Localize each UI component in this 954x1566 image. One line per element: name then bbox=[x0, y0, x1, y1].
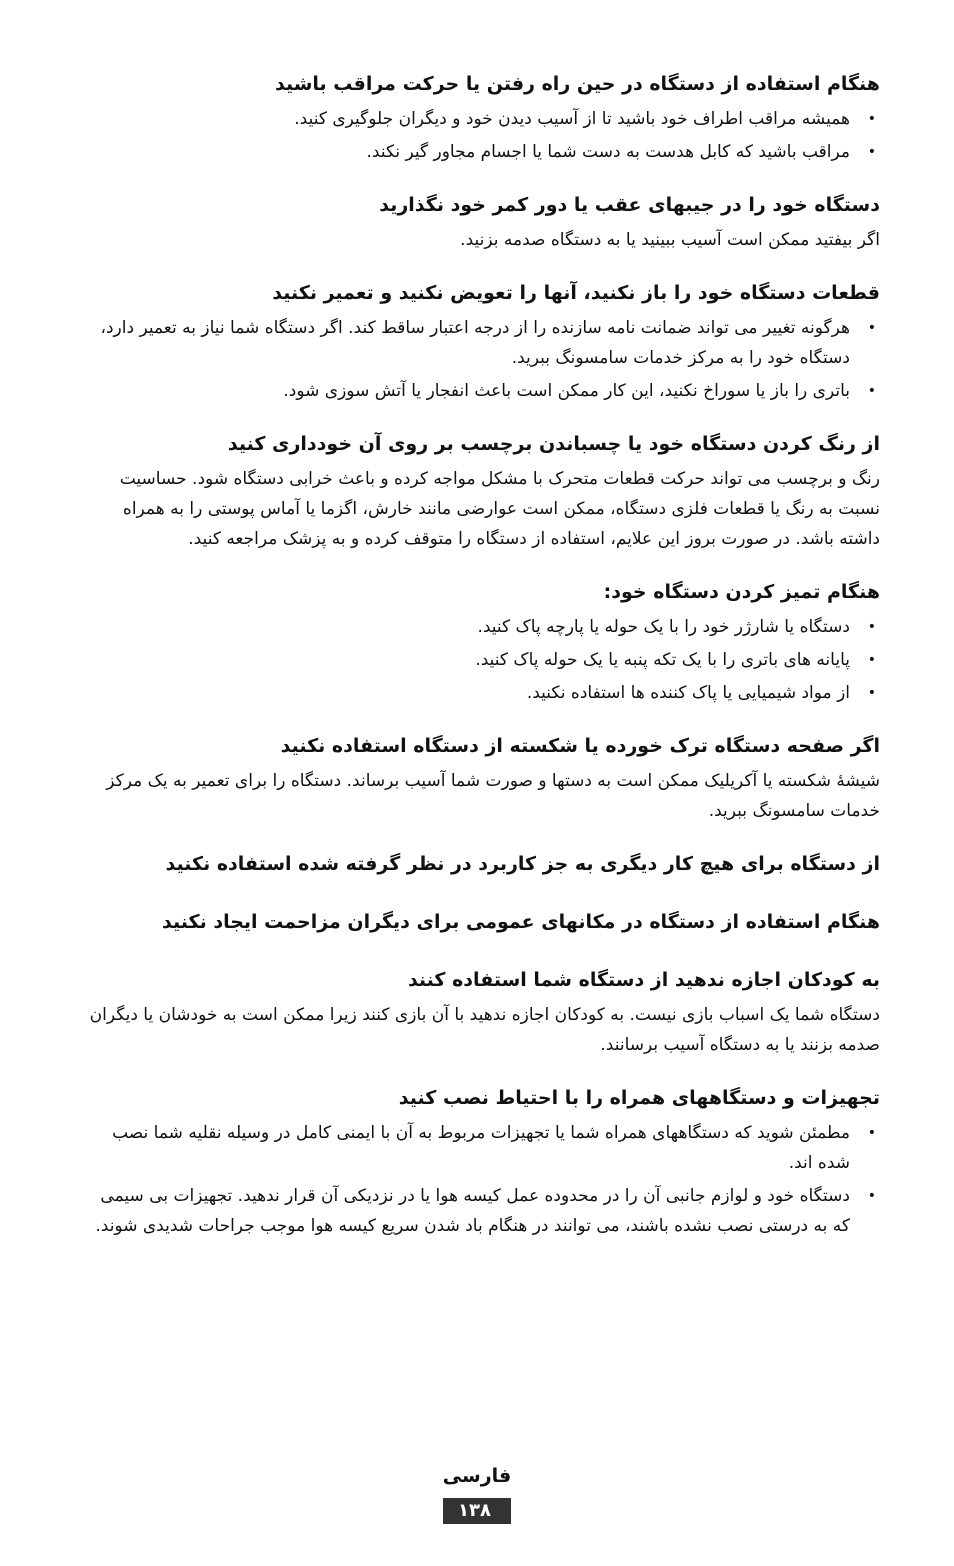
list-item: • مراقب باشید که کابل هدست به دست شما یا اجسام مجاور گیر نکند. bbox=[78, 137, 880, 167]
section-paragraph: رنگ و برچسب می تواند حرکت قطعات متحرک با مشکل مواجه کرده و باعث خرابی دستگاه شود. حساسیت نسبت به رنگ یا قطعات فلزی دستگاه، ممکن است عوارضی مانند خارش، اگزما یا آماس پوستی را به همراه داشته باشد. در صورت بروز این علایم، استفاده از دستگاه را متوقف کرده و به پزشک مراجعه کنید. bbox=[119, 469, 880, 549]
section-walking bbox=[78, 70, 880, 167]
bullet-icon: • bbox=[867, 619, 876, 635]
section-heading: از دستگاه برای هیچ کار دیگری به جز کاربرد در نظر گرفته شده استفاده نکنید bbox=[165, 853, 880, 875]
section-heading: دستگاه خود را در جیبهای عقب یا دور کمر خود نگذارید bbox=[379, 194, 880, 216]
page-number: ۱۳۸ bbox=[443, 1498, 511, 1524]
section-heading: اگر صفحه دستگاه ترک خورده یا شکسته از دستگاه استفاده نکنید bbox=[280, 735, 880, 757]
section-mobile-equipment bbox=[78, 1084, 880, 1241]
footer-language: فارسی bbox=[442, 1465, 512, 1487]
section-heading: از رنگ کردن دستگاه خود یا چسباندن برچسب بر روی آن خودداری کنید bbox=[227, 433, 880, 455]
bullet-icon: • bbox=[867, 144, 876, 160]
list-item: • همیشه مراقب اطراف خود باشید تا از آسیب دیدن خود و دیگران جلوگیری کنید. bbox=[78, 104, 880, 134]
section-paragraph: اگر بیفتید ممکن است آسیب ببینید یا به دستگاه صدمه بزنید. bbox=[460, 230, 880, 250]
section-disassembly bbox=[78, 279, 880, 406]
section-painting bbox=[78, 430, 880, 554]
section-heading: هنگام استفاده از دستگاه در حین راه رفتن یا حرکت مراقب باشید bbox=[275, 73, 880, 95]
section-paragraph: شیشهٔ شکسته یا آکریلیک ممکن است به دستها و صورت شما آسیب برساند. دستگاه را برای تعمیر به یک مرکز خدمات سامسونگ ببرید. bbox=[106, 771, 880, 821]
list-item: • از مواد شیمیایی یا پاک کننده ها استفاده نکنید. bbox=[78, 678, 880, 708]
section-public-places bbox=[78, 908, 880, 936]
bullet-icon: • bbox=[867, 320, 876, 336]
list-item: • باتری را باز یا سوراخ نکنید، این کار ممکن است باعث انفجار یا آتش سوزی شود. bbox=[78, 376, 880, 406]
list-item: • پایانه های باتری را با یک تکه پنبه یا یک حوله پاک کنید. bbox=[78, 645, 880, 675]
section-cleaning bbox=[78, 578, 880, 708]
bullet-list bbox=[78, 104, 880, 167]
section-children bbox=[78, 966, 880, 1060]
bullet-icon: • bbox=[867, 1188, 876, 1204]
list-item: • دستگاه یا شارژر خود را با یک حوله یا پارچه پاک کنید. bbox=[78, 612, 880, 642]
list-item: • دستگاه خود و لوازم جانبی آن را در محدوده عمل کیسه هوا یا در نزدیکی آن قرار ندهید. تجهیزات بی سیمی که به درستی نصب نشده باشند، می توانند در هنگام باد شدن سریع کیسه هوا موجب جراحات شدیدی شوند. bbox=[78, 1181, 880, 1241]
bullet-list bbox=[78, 612, 880, 708]
section-pockets bbox=[78, 191, 880, 255]
bullet-list bbox=[78, 1118, 880, 1241]
section-intended-use bbox=[78, 850, 880, 878]
bullet-icon: • bbox=[867, 383, 876, 399]
bullet-icon: • bbox=[867, 685, 876, 701]
document-body bbox=[78, 70, 880, 1265]
list-item: • مطمئن شوید که دستگاههای همراه شما یا تجهیزات مربوط به آن با ایمنی کامل در وسیله نقلیه شما نصب شده اند. bbox=[78, 1118, 880, 1178]
section-heading: هنگام استفاده از دستگاه در مکانهای عمومی برای دیگران مزاحمت ایجاد نکنید bbox=[162, 911, 880, 933]
bullet-icon: • bbox=[867, 1125, 876, 1141]
section-heading: تجهیزات و دستگاههای همراه را با احتیاط نصب کنید bbox=[398, 1087, 880, 1109]
section-heading: هنگام تمیز کردن دستگاه خود: bbox=[603, 581, 880, 603]
list-item: • هرگونه تغییر می تواند ضمانت نامه سازنده را از درجه اعتبار ساقط کند. اگر دستگاه شما نیاز به تعمیر دارد، دستگاه خود را به مرکز خدمات سامسونگ ببرید. bbox=[78, 313, 880, 373]
bullet-list bbox=[78, 313, 880, 406]
bullet-icon: • bbox=[867, 652, 876, 668]
bullet-icon: • bbox=[867, 111, 876, 127]
page-footer bbox=[0, 1462, 954, 1524]
section-heading: به کودکان اجازه ندهید از دستگاه شما استفاده کنند bbox=[407, 969, 880, 991]
section-heading: قطعات دستگاه خود را باز نکنید، آنها را تعویض نکنید و تعمیر نکنید bbox=[272, 282, 880, 304]
section-cracked-screen bbox=[78, 732, 880, 826]
section-paragraph: دستگاه شما یک اسباب بازی نیست. به کودکان اجازه ندهید با آن بازی کنند زیرا ممکن است به خودشان یا دیگران صدمه بزنند یا به دستگاه آسیب برسانند. bbox=[89, 1005, 880, 1055]
